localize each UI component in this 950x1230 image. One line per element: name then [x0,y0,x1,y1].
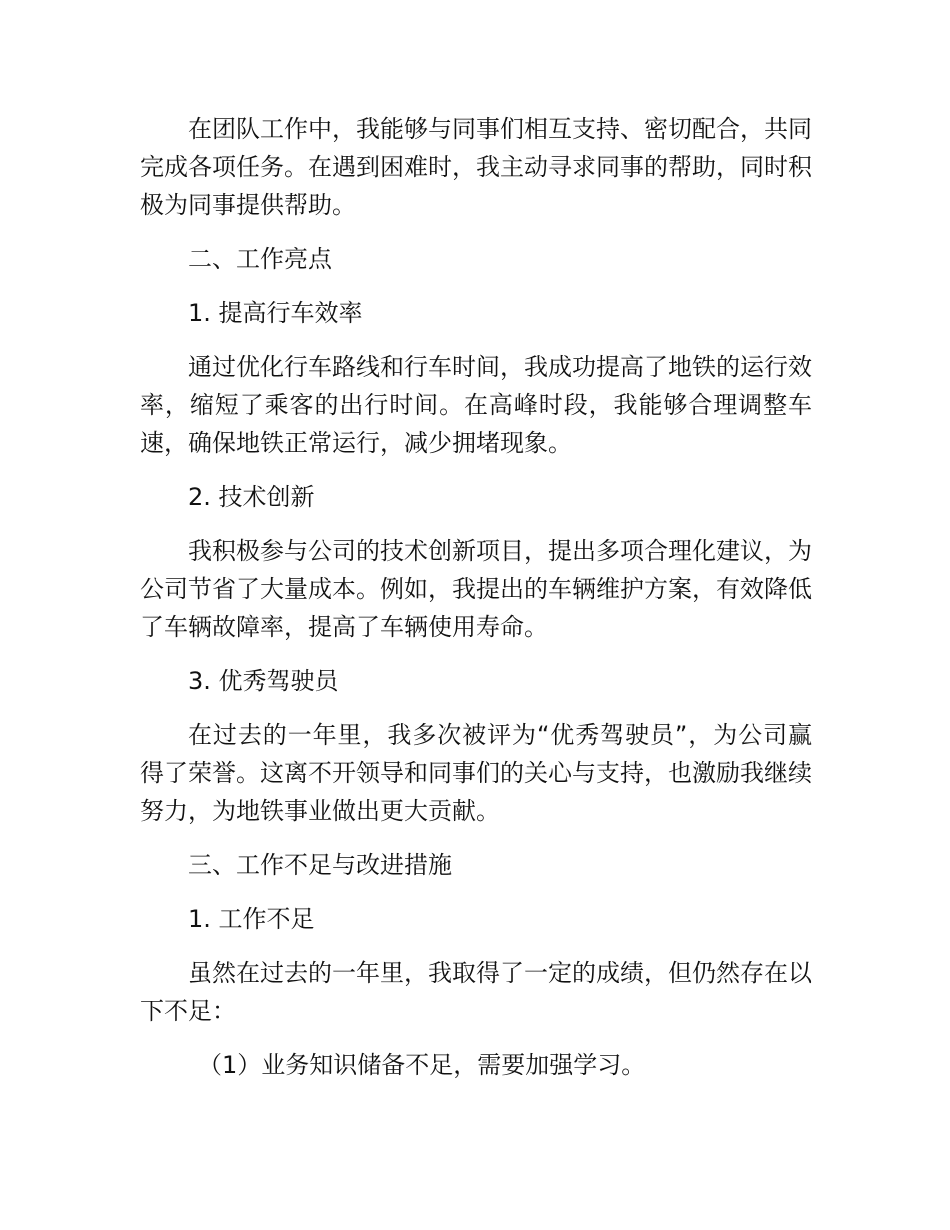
document-body [140,110,812,1084]
paragraph-shortcomings: 虽然在过去的一年里，我取得了一定的成绩，但仍然存在以下不足： [140,959,812,1025]
section-heading-shortcomings: 三、工作不足与改进措施 [188,851,452,879]
paragraph-innovation: 我积极参与公司的技术创新项目，提出多项合理化建议，为公司节省了大量成本。例如，我提出的车辆维护方案，有效降低了车辆故障率，提高了车辆使用寿命。 [140,537,812,641]
paragraph-excellent-driver: 在过去的一年里，我多次被评为“优秀驾驶员”，为公司赢得了荣誉。这离不开领导和同事们的关心与支持，也激励我继续努力，为地铁事业做出更大贡献。 [140,721,812,825]
list-item-knowledge: （1）业务知识储备不足，需要加强学习。 [198,1051,646,1079]
paragraph-efficiency: 通过优化行车路线和行车时间，我成功提高了地铁的运行效率，缩短了乘客的出行时间。在高峰时段，我能够合理调整车速，确保地铁正常运行，减少拥堵现象。 [140,353,812,457]
subheading-excellent-driver: 3. 优秀驾驶员 [188,667,339,695]
subheading-shortcomings: 1. 工作不足 [188,905,315,933]
section-heading-highlights: 二、工作亮点 [188,245,332,273]
subheading-innovation: 2. 技术创新 [188,483,315,511]
paragraph-teamwork: 在团队工作中，我能够与同事们相互支持、密切配合，共同完成各项任务。在遇到困难时，我主动寻求同事的帮助，同时积极为同事提供帮助。 [140,115,812,219]
subheading-efficiency: 1. 提高行车效率 [188,299,363,327]
